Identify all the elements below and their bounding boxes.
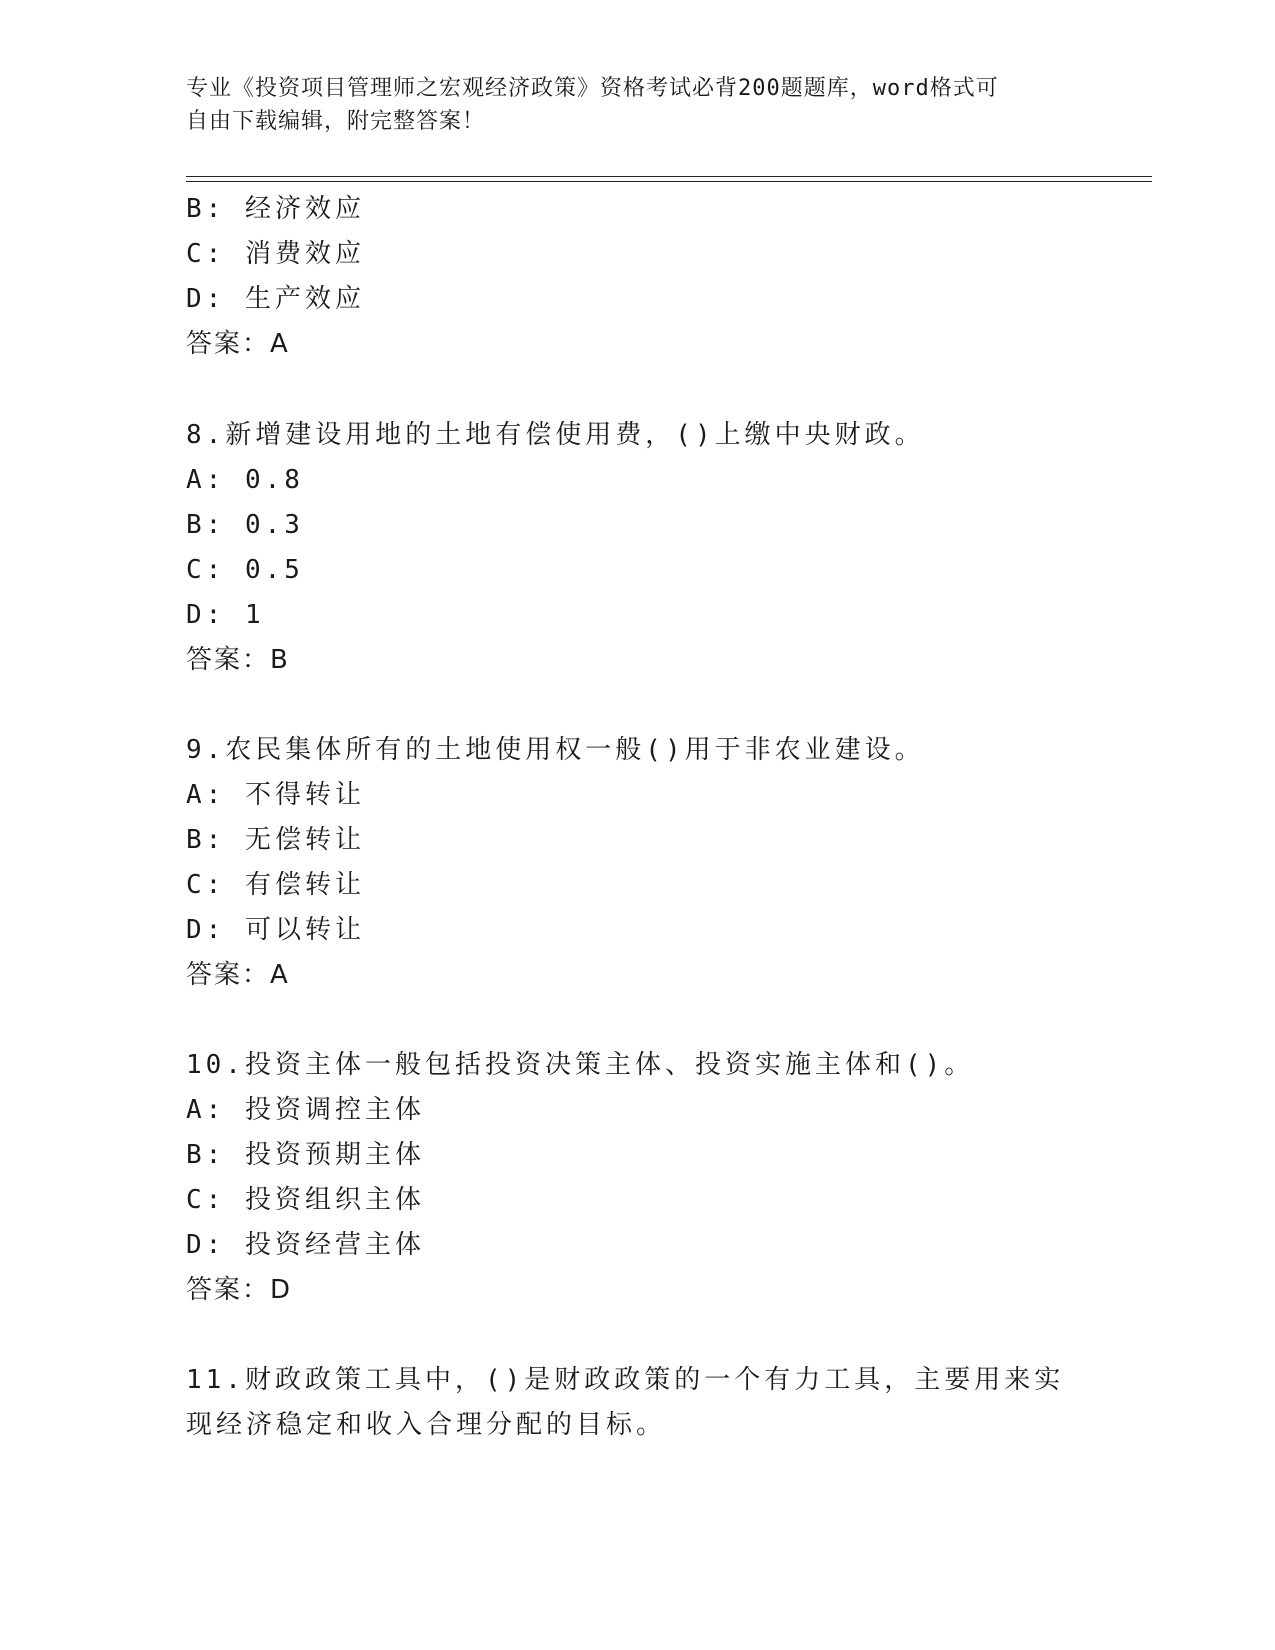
q11-question: 11.财政政策工具中，()是财政政策的一个有力工具，主要用来实现经济稳定和收入合理分配的目标。 [186, 1365, 1065, 1440]
header-divider-bottom [186, 181, 1152, 182]
q9-option-a: A: 不得转让 [186, 780, 365, 810]
q9-option-b: B: 无偿转让 [186, 825, 365, 855]
q9-question: 9.农民集体所有的土地使用权一般()用于非农业建设。 [186, 735, 925, 765]
q8-option-b: B: 0.3 [186, 510, 304, 540]
header-divider-top [186, 176, 1152, 177]
document-header [186, 72, 1066, 138]
q8-option-c: C: 0.5 [186, 555, 304, 585]
q9-option-d: D: 可以转让 [186, 915, 365, 945]
q10-option-d: D: 投资经营主体 [186, 1230, 425, 1260]
q10-option-b: B: 投资预期主体 [186, 1140, 425, 1170]
q10-option-a: A: 投资调控主体 [186, 1095, 425, 1125]
q8-answer: 答案：B [186, 645, 290, 675]
q10-question: 10.投资主体一般包括投资决策主体、投资实施主体和()。 [186, 1050, 975, 1080]
q7-option-b: B: 经济效应 [186, 194, 365, 224]
q8-question: 8.新增建设用地的土地有偿使用费，()上缴中央财政。 [186, 420, 925, 450]
header-line-2: 自由下载编辑，附完整答案！ [186, 109, 486, 134]
q10-answer: 答案：D [186, 1275, 293, 1305]
q8-option-d: D: 1 [186, 600, 265, 630]
q7-option-c: C: 消费效应 [186, 239, 365, 269]
q8-option-a: A: 0.8 [186, 465, 304, 495]
header-line-1: 专业《投资项目管理师之宏观经济政策》资格考试必背200题题库，word格式可 [186, 76, 999, 101]
q7-answer: 答案：A [186, 329, 290, 359]
q10-option-c: C: 投资组织主体 [186, 1185, 425, 1215]
q7-option-d: D: 生产效应 [186, 284, 365, 314]
q9-answer: 答案：A [186, 960, 290, 990]
q9-option-c: C: 有偿转让 [186, 870, 365, 900]
